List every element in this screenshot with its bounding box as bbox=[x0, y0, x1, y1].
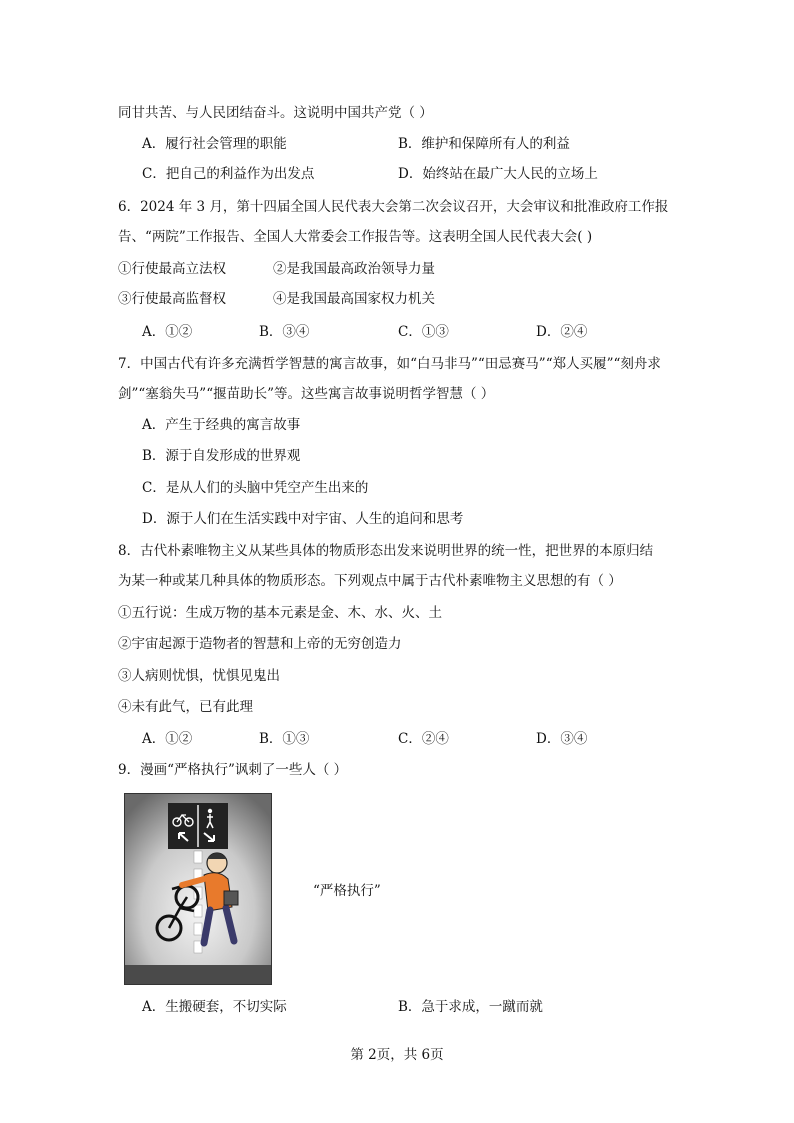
q5-option-c[interactable]: C．把自己的利益作为出发点 bbox=[142, 166, 315, 182]
q7-option-d[interactable]: D．源于人们在生活实践中对宇宙、人生的追问和思考 bbox=[142, 511, 464, 527]
q8-item-1: ①五行说：生成万物的基本元素是金、木、水、火、土 bbox=[118, 605, 442, 621]
q7-stem-line2: 剑”“塞翁失马”“揠苗助长”等。这些寓言故事说明哲学智慧（ ） bbox=[118, 386, 495, 402]
q6-stem-line2: 告、“两院”工作报告、全国人大常委会工作报告等。这表明全国人民代表大会( ) bbox=[118, 229, 593, 245]
q7-option-c[interactable]: C．是从人们的头脑中凭空产生出来的 bbox=[142, 480, 369, 496]
q7-stem-line1: 7．中国古代有许多充满哲学智慧的寓言故事，如“白马非马”“田忌赛马”“郑人买履”“刻舟求 bbox=[118, 356, 661, 372]
q6-option-d[interactable]: D．②④ bbox=[536, 324, 588, 340]
q8-option-b[interactable]: B．①③ bbox=[259, 731, 310, 747]
cartoon-image bbox=[124, 793, 272, 985]
q8-item-4: ④未有此气，已有此理 bbox=[118, 699, 253, 715]
q7-option-a[interactable]: A．产生于经典的寓言故事 bbox=[142, 417, 301, 433]
q8-option-d[interactable]: D．③④ bbox=[536, 731, 588, 747]
q6-stem-line1: 6．2024 年 3 月，第十四届全国人民代表大会第二次会议召开，大会审议和批准政府工作报 bbox=[118, 199, 669, 215]
q5-option-b[interactable]: B．维护和保障所有人的利益 bbox=[398, 136, 570, 152]
q6-item-3: ③行使最高监督权 bbox=[118, 291, 226, 307]
page-footer: 第 2页，共 6页 bbox=[350, 1047, 444, 1063]
q6-option-c[interactable]: C．①③ bbox=[398, 324, 449, 340]
q9-option-b[interactable]: B．急于求成，一蹴而就 bbox=[398, 999, 543, 1015]
q8-item-3: ③人病则忧惧，忧惧见鬼出 bbox=[118, 668, 280, 684]
q6-item-4: ④是我国最高国家权力机关 bbox=[273, 291, 435, 307]
q6-item-2: ②是我国最高政治领导力量 bbox=[273, 261, 435, 277]
q6-item-1: ①行使最高立法权 bbox=[118, 261, 226, 277]
q8-option-c[interactable]: C．②④ bbox=[398, 731, 449, 747]
q5-stem-tail: 同甘共苦、与人民团结奋斗。这说明中国共产党（ ） bbox=[118, 105, 433, 121]
q5-option-d[interactable]: D．始终站在最广大人民的立场上 bbox=[398, 166, 598, 182]
q7-option-b[interactable]: B．源于自发形成的世界观 bbox=[142, 448, 301, 464]
q8-stem-line2: 为某一种或某几种具体的物质形态。下列观点中属于古代朴素唯物主义思想的有（ ） bbox=[118, 573, 622, 589]
q8-option-a[interactable]: A．①② bbox=[142, 731, 193, 747]
q6-option-a[interactable]: A．①② bbox=[142, 324, 193, 340]
cartoon-caption: “严格执行” bbox=[313, 883, 381, 899]
q6-option-b[interactable]: B．③④ bbox=[259, 324, 310, 340]
q9-stem: 9．漫画“严格执行”讽刺了一些人（ ） bbox=[118, 762, 348, 778]
q5-option-a[interactable]: A．履行社会管理的职能 bbox=[142, 136, 287, 152]
q9-option-a[interactable]: A．生搬硬套，不切实际 bbox=[142, 999, 287, 1015]
q8-item-2: ②宇宙起源于造物者的智慧和上帝的无穷创造力 bbox=[118, 636, 402, 652]
q8-stem-line1: 8．古代朴素唯物主义从某些具体的物质形态出发来说明世界的统一性，把世界的本原归结 bbox=[118, 543, 654, 559]
